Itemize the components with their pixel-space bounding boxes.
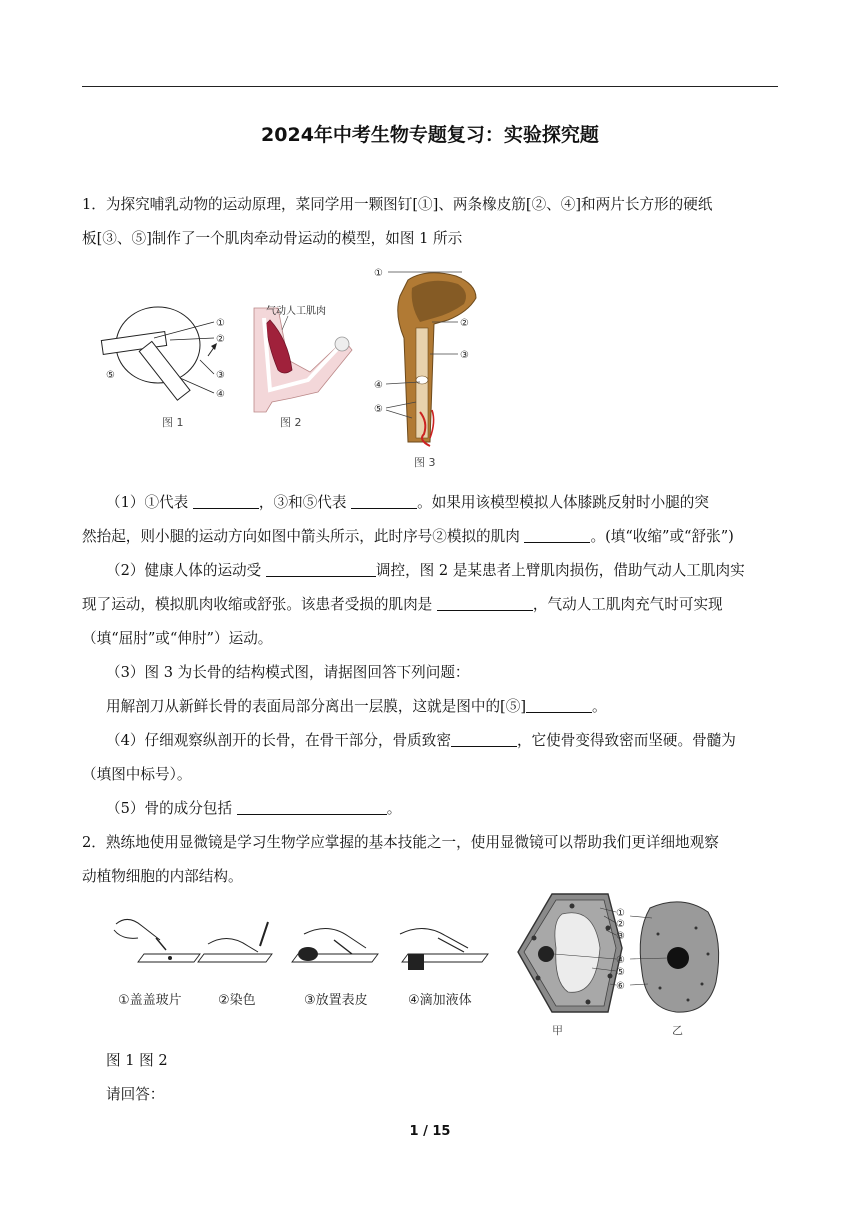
cell-label-3: ③ bbox=[616, 931, 625, 942]
q1-sub3-line1: （3）图 3 为长骨的结构模式图，请据图回答下列问题： bbox=[106, 664, 470, 681]
cell-caption-animal: 乙 bbox=[672, 1024, 683, 1037]
fig1-label-1: ① bbox=[216, 318, 225, 329]
fig2-caption: 图 2 bbox=[280, 416, 302, 429]
q1-sub4-line1: （4）仔细观察纵剖开的长骨，在骨干部分，骨质致密 ，它使骨变得致密而坚硬。骨髓为 bbox=[106, 724, 802, 758]
cell-label-4: ④ bbox=[616, 955, 625, 966]
cell-caption-plant: 甲 bbox=[552, 1024, 563, 1037]
animal-cell-drawing bbox=[630, 902, 719, 1037]
figure-2-arm bbox=[248, 300, 360, 435]
q1-sub1-line1: （1）①代表 ，③和⑤代表 。如果用该模型模拟人体膝跳反射时小腿的突 bbox=[106, 486, 802, 520]
q1-sub2-line2: 现了运动，模拟肌肉收缩或舒张。该患者受损的肌肉是 ，气动人工肌肉充气时可实现 bbox=[82, 588, 778, 622]
q1-sub3-line2: 用解剖刀从新鲜长骨的表面局部分离出一层膜，这就是图中的[⑤] 。 bbox=[106, 690, 802, 724]
fig1-label-2: ② bbox=[216, 334, 225, 345]
header-rule bbox=[82, 86, 778, 87]
q2-figure-caption: 图 1 图 2 bbox=[106, 1052, 168, 1069]
answer-blank[interactable] bbox=[524, 524, 590, 543]
figure-3-long-bone bbox=[372, 262, 492, 472]
q1-sub5-line1: （5）骨的成分包括 。 bbox=[106, 792, 802, 826]
q1-sub2-line3: （填“屈肘”或“伸肘”）运动。 bbox=[82, 630, 273, 647]
q2-line1: 2．熟练地使用显微镜是学习生物学应掌握的基本技能之一，使用显微镜可以帮助我们更详细地观察 bbox=[82, 834, 719, 851]
fig3-label-1: ① bbox=[374, 268, 383, 279]
fig3-caption: 图 3 bbox=[414, 456, 436, 469]
q2-ask: 请回答： bbox=[106, 1086, 165, 1103]
cell-label-2: ② bbox=[616, 919, 625, 930]
fig3-label-3: ③ bbox=[460, 350, 469, 361]
page-title: 2024年中考生物专题复习：实验探究题 bbox=[261, 124, 599, 146]
step-drop-liquid-drawing bbox=[400, 928, 488, 970]
answer-blank[interactable] bbox=[193, 490, 259, 509]
q2-figure-cells bbox=[512, 888, 736, 1038]
fig1-label-3: ③ bbox=[216, 370, 225, 381]
step-label-3: ③放置表皮 bbox=[304, 993, 368, 1008]
step-label-4: ④滴加液体 bbox=[408, 993, 472, 1008]
step-cover-slip-drawing bbox=[114, 919, 200, 962]
step-place-epidermis-drawing bbox=[292, 928, 378, 962]
fig3-label-4: ④ bbox=[374, 380, 383, 391]
q2-line2: 动植物细胞的内部结构。 bbox=[82, 868, 243, 885]
answer-blank[interactable] bbox=[526, 694, 592, 713]
fig3-label-2: ② bbox=[460, 318, 469, 329]
q1-sub2-line1: （2）健康人体的运动受 调控，图 2 是某患者上臂肌肉损伤，借助气动人工肌肉实 bbox=[106, 554, 802, 588]
answer-blank[interactable] bbox=[237, 796, 387, 815]
step-label-2: ②染色 bbox=[218, 993, 256, 1008]
q1-sub4-line2: （填图中标号）。 bbox=[82, 766, 192, 783]
answer-blank[interactable] bbox=[451, 728, 517, 747]
fig1-label-4: ④ bbox=[216, 389, 225, 400]
answer-blank[interactable] bbox=[266, 558, 376, 577]
cell-label-1: ① bbox=[616, 908, 625, 919]
fig1-label-5: ⑤ bbox=[106, 370, 115, 381]
plant-cell-drawing bbox=[518, 894, 625, 1037]
cell-label-6: ⑥ bbox=[616, 981, 625, 992]
cell-label-5: ⑤ bbox=[616, 967, 625, 978]
answer-blank[interactable] bbox=[351, 490, 417, 509]
q1-line1: 1．为探究哺乳动物的运动原理，菜同学用一颗图钉[①]、两条橡皮筋[②、④]和两片长方形的硬纸 bbox=[82, 196, 713, 213]
fig1-caption: 图 1 bbox=[162, 416, 184, 429]
q1-sub1-line2: 然抬起，则小腿的运动方向如图中箭头所示，此时序号②模拟的肌肉 。(填“收缩”或“舒张”) bbox=[82, 520, 778, 554]
page-number: 1 / 15 bbox=[409, 1124, 451, 1139]
q2-figure-steps bbox=[108, 904, 503, 1014]
fig3-label-5: ⑤ bbox=[374, 404, 383, 415]
answer-blank[interactable] bbox=[437, 592, 533, 611]
step-stain-drawing bbox=[198, 922, 272, 962]
step-label-1: ①盖盖玻片 bbox=[118, 993, 182, 1008]
q1-line2: 板[③、⑤]制作了一个肌肉牵动骨运动的模型，如图 1 所示 bbox=[82, 230, 463, 247]
figure-1-model bbox=[96, 300, 236, 435]
fig2-label: 气动人工肌肉 bbox=[266, 306, 326, 317]
